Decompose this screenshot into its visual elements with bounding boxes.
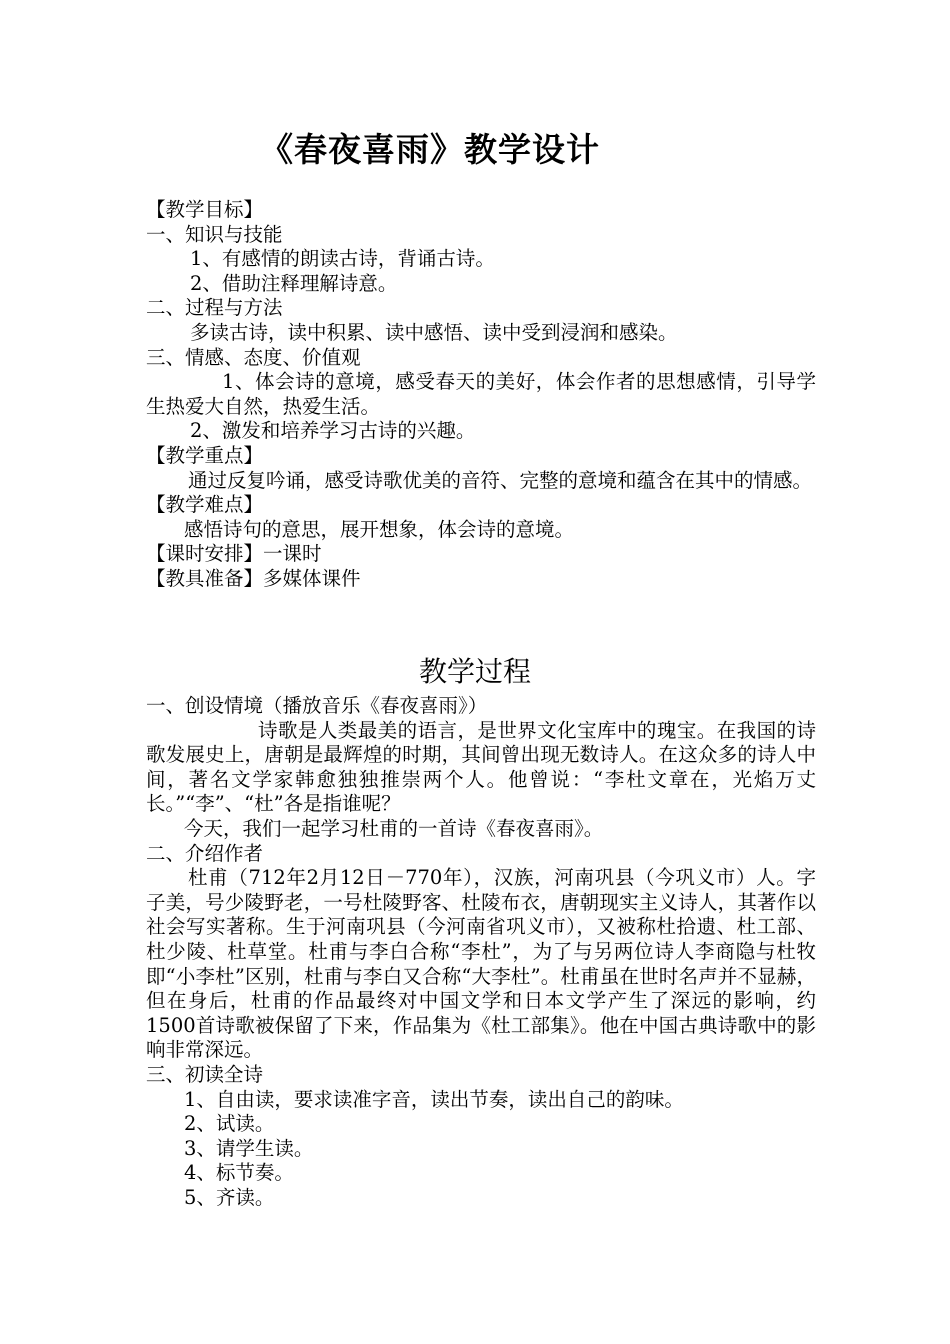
process-title: 教学过程 xyxy=(418,655,531,688)
key-text: 通过反复吟诵，感受诗歌优美的音符、完整的意境和蕴含在其中的情感。 xyxy=(188,468,813,492)
lesson-plan-section xyxy=(146,198,816,592)
schedule-line: 【课时安排】一课时 xyxy=(146,542,322,566)
step3-item: 5、齐读。 xyxy=(184,1185,275,1209)
goal3-item: 1、体会诗的意境，感受春天的美好，体会作者的思想感情，引导学生热爱大自然，热爱生活。 xyxy=(146,370,816,418)
key-heading: 【教学重点】 xyxy=(146,443,264,467)
goal1-item: 2、借助注释理解诗意。 xyxy=(190,271,398,295)
process-section xyxy=(146,694,816,1210)
step3-item: 3、请学生读。 xyxy=(184,1136,314,1160)
step3-item: 1、自由读，要求读准字音，读出节奏，读出自己的韵味。 xyxy=(184,1087,684,1111)
document-title: 《春夜喜雨》教学设计 xyxy=(260,130,600,169)
goal1-heading: 一、知识与技能 xyxy=(146,222,283,246)
step3-item: 4、标节奏。 xyxy=(184,1161,294,1185)
step3-item: 2、试读。 xyxy=(184,1112,275,1136)
step2-heading: 二、介绍作者 xyxy=(146,841,264,865)
tools-line: 【教具准备】多媒体课件 xyxy=(146,566,361,590)
step1-paragraph-2: 今天，我们一起学习杜甫的一首诗《春夜喜雨》。 xyxy=(184,816,604,840)
difficulty-heading: 【教学难点】 xyxy=(146,493,264,517)
goals-heading: 【教学目标】 xyxy=(146,198,264,221)
goal2-text: 多读古诗，读中积累、读中感悟、读中受到浸润和感染。 xyxy=(190,320,678,344)
goal3-item: 2、激发和培养学习古诗的兴趣。 xyxy=(190,419,476,443)
step1-paragraph: 诗歌是人类最美的语言，是世界文化宝库中的瑰宝。在我国的诗歌发展史上，唐朝是最辉煌的时期，其间曾出现无数诗人。在这众多的诗人中间，著名文学家韩愈独独推崇两个人。他曾说：“李杜文章在，光焰万丈长。”“李”、“杜”各是指谁呢？ xyxy=(146,718,816,816)
step1-heading: 一、创设情境（播放音乐《春夜喜雨》） xyxy=(146,694,488,717)
goal1-item: 1、有感情的朗读古诗，背诵古诗。 xyxy=(190,247,495,271)
goal3-heading: 三、情感、态度、价值观 xyxy=(146,345,361,369)
goal2-heading: 二、过程与方法 xyxy=(146,296,283,320)
difficulty-text: 感悟诗句的意思，展开想象，体会诗的意境。 xyxy=(184,517,575,541)
step2-paragraph: 杜甫（712年2月12日－770年），汉族，河南巩县（今巩义市）人。字子美，号少陵野老，一号杜陵野客、杜陵布衣，唐朝现实主义诗人，其著作以社会写实著称。生于河南巩县（今河南省巩义市），又被称杜拾遗、杜工部、杜少陵、杜草堂。杜甫与李白合称“李杜”，为了与另两位诗人李商隐与杜牧即“小李杜”区别，杜甫与李白又合称“大李杜”。杜甫虽在世时名声并不显赫，但在身后，杜甫的作品最终对中国文学和日本文学产生了深远的影响，约1500首诗歌被保留了下来，作品集为《杜工部集》。他在中国古典诗歌中的影响非常深远。 xyxy=(146,866,816,1062)
step3-heading: 三、初读全诗 xyxy=(146,1062,264,1086)
